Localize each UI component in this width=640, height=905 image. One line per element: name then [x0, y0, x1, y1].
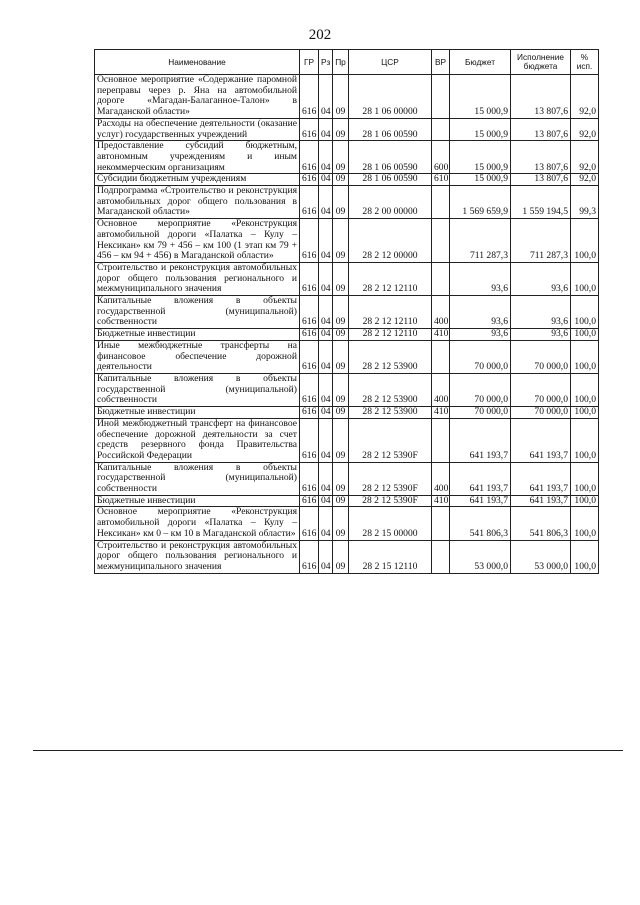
row-gr: 616	[300, 262, 319, 295]
row-rz: 04	[319, 495, 333, 507]
row-budget: 15 000,9	[450, 75, 511, 119]
row-pr: 09	[333, 407, 349, 419]
row-gr: 616	[300, 407, 319, 419]
row-percent: 92,0	[571, 174, 599, 186]
row-csr: 28 2 12 00000	[349, 219, 432, 263]
row-vr: 410	[432, 329, 450, 341]
row-pr: 09	[333, 296, 349, 329]
row-vr: 400	[432, 462, 450, 495]
row-gr: 616	[300, 329, 319, 341]
row-percent: 100,0	[571, 296, 599, 329]
row-csr: 28 2 12 12110	[349, 296, 432, 329]
row-percent: 100,0	[571, 407, 599, 419]
table-row	[95, 507, 599, 540]
row-gr: 616	[300, 186, 319, 219]
row-rz: 04	[319, 118, 333, 140]
row-gr: 616	[300, 373, 319, 406]
row-rz: 04	[319, 141, 333, 174]
row-name: Предоставление субсидий бюджетным, автономным учреждениям и иным некоммерческим организациям	[95, 141, 300, 174]
row-budget: 70 000,0	[450, 373, 511, 406]
row-csr: 28 2 12 5390F	[349, 418, 432, 462]
row-vr	[432, 507, 450, 540]
row-budget: 93,6	[450, 262, 511, 295]
row-name: Подпрограмма «Строительство и реконструкция автомобильных дорог общего пользования в Магаданской области»	[95, 186, 300, 219]
row-vr: 610	[432, 174, 450, 186]
header-execution: Исполнение бюджета	[511, 50, 571, 75]
row-gr: 616	[300, 296, 319, 329]
row-vr: 410	[432, 495, 450, 507]
row-percent: 92,0	[571, 118, 599, 140]
header-csr: ЦСР	[349, 50, 432, 75]
header-rz: Рз	[319, 50, 333, 75]
row-percent: 92,0	[571, 141, 599, 174]
table-row	[95, 186, 599, 219]
row-pr: 09	[333, 540, 349, 573]
row-percent: 100,0	[571, 219, 599, 263]
row-rz: 04	[319, 507, 333, 540]
row-execution: 93,6	[511, 296, 571, 329]
row-rz: 04	[319, 340, 333, 373]
row-gr: 616	[300, 495, 319, 507]
row-rz: 04	[319, 407, 333, 419]
row-csr: 28 2 12 5390F	[349, 462, 432, 495]
row-vr	[432, 118, 450, 140]
row-percent: 92,0	[571, 75, 599, 119]
row-name: Расходы на обеспечение деятельности (оказание услуг) государственных учреждений	[95, 118, 300, 140]
row-csr: 28 2 15 12110	[349, 540, 432, 573]
row-execution: 641 193,7	[511, 495, 571, 507]
row-name: Основное мероприятие «Содержание паромной переправы через р. Яна на автомобильной дороге «Магадан-Балаганное-Талон» в Магаданской области»	[95, 75, 300, 119]
row-csr: 28 2 12 5390F	[349, 495, 432, 507]
row-csr: 28 1 06 00590	[349, 174, 432, 186]
header-percent: % исп.	[571, 50, 599, 75]
row-name: Основное мероприятие «Реконструкция автомобильной дороги «Палатка – Кулу – Нексикан» км 0 – км 10 в Магаданской области»	[95, 507, 300, 540]
row-vr: 400	[432, 373, 450, 406]
header-vr: ВР	[432, 50, 450, 75]
row-name: Строительство и реконструкция автомобильных дорог общего пользования регионального и межмуниципального значения	[95, 540, 300, 573]
row-pr: 09	[333, 373, 349, 406]
row-vr	[432, 340, 450, 373]
row-gr: 616	[300, 462, 319, 495]
row-percent: 100,0	[571, 262, 599, 295]
row-name: Субсидии бюджетным учреждениям	[95, 174, 300, 186]
row-pr: 09	[333, 141, 349, 174]
row-pr: 09	[333, 340, 349, 373]
row-csr: 28 2 12 53900	[349, 407, 432, 419]
row-pr: 09	[333, 262, 349, 295]
row-rz: 04	[319, 329, 333, 341]
row-execution: 13 807,6	[511, 174, 571, 186]
row-vr: 410	[432, 407, 450, 419]
row-budget: 93,6	[450, 329, 511, 341]
row-csr: 28 2 12 12110	[349, 329, 432, 341]
row-name: Строительство и реконструкция автомобильных дорог общего пользования регионального и межмуниципального значения	[95, 262, 300, 295]
header-budget: Бюджет	[450, 50, 511, 75]
table-header-row	[95, 50, 599, 75]
row-vr	[432, 219, 450, 263]
row-gr: 616	[300, 418, 319, 462]
row-gr: 616	[300, 219, 319, 263]
page-number: 202	[308, 27, 332, 43]
row-csr: 28 2 12 53900	[349, 340, 432, 373]
row-name: Капитальные вложения в объекты государственной (муниципальной) собственности	[95, 462, 300, 495]
row-name: Капитальные вложения в объекты государственной (муниципальной) собственности	[95, 373, 300, 406]
row-gr: 616	[300, 507, 319, 540]
row-name: Бюджетные инвестиции	[95, 495, 300, 507]
row-budget: 93,6	[450, 296, 511, 329]
row-execution: 93,6	[511, 329, 571, 341]
row-name: Иные межбюджетные трансферты на финансовое обеспечение дорожной деятельности	[95, 340, 300, 373]
row-name: Бюджетные инвестиции	[95, 329, 300, 341]
row-percent: 100,0	[571, 340, 599, 373]
header-pr: Пр	[333, 50, 349, 75]
row-execution: 1 559 194,5	[511, 186, 571, 219]
table-row	[95, 262, 599, 295]
row-csr: 28 1 06 00000	[349, 75, 432, 119]
row-rz: 04	[319, 418, 333, 462]
row-percent: 100,0	[571, 495, 599, 507]
header-name: Наименование	[95, 50, 300, 75]
table-body	[95, 75, 599, 574]
table-row	[95, 296, 599, 329]
row-pr: 09	[333, 462, 349, 495]
row-rz: 04	[319, 75, 333, 119]
table-row	[95, 340, 599, 373]
row-execution: 711 287,3	[511, 219, 571, 263]
row-name: Бюджетные инвестиции	[95, 407, 300, 419]
row-gr: 616	[300, 118, 319, 140]
row-execution: 641 193,7	[511, 462, 571, 495]
row-percent: 100,0	[571, 507, 599, 540]
row-budget: 70 000,0	[450, 340, 511, 373]
row-csr: 28 2 12 53900	[349, 373, 432, 406]
table-row	[95, 75, 599, 119]
row-budget: 15 000,9	[450, 174, 511, 186]
table-row	[95, 141, 599, 174]
row-percent: 100,0	[571, 462, 599, 495]
row-percent: 99,3	[571, 186, 599, 219]
row-pr: 09	[333, 75, 349, 119]
row-vr	[432, 75, 450, 119]
row-rz: 04	[319, 296, 333, 329]
row-budget: 641 193,7	[450, 495, 511, 507]
row-pr: 09	[333, 507, 349, 540]
row-pr: 09	[333, 174, 349, 186]
row-csr: 28 2 00 00000	[349, 186, 432, 219]
row-execution: 13 807,6	[511, 75, 571, 119]
row-pr: 09	[333, 186, 349, 219]
row-budget: 15 000,9	[450, 141, 511, 174]
row-budget: 1 569 659,9	[450, 186, 511, 219]
table-row	[95, 495, 599, 507]
row-percent: 100,0	[571, 540, 599, 573]
row-budget: 70 000,0	[450, 407, 511, 419]
row-execution: 13 807,6	[511, 141, 571, 174]
row-rz: 04	[319, 462, 333, 495]
row-rz: 04	[319, 262, 333, 295]
table-row	[95, 174, 599, 186]
row-pr: 09	[333, 219, 349, 263]
table-row	[95, 418, 599, 462]
table-row	[95, 407, 599, 419]
row-execution: 53 000,0	[511, 540, 571, 573]
row-name: Иной межбюджетный трансферт на финансовое обеспечение дорожной деятельности за счет средств резервного фонда Правительства Российской Федерации	[95, 418, 300, 462]
row-vr	[432, 262, 450, 295]
row-csr: 28 1 06 00590	[349, 118, 432, 140]
row-name: Капитальные вложения в объекты государственной (муниципальной) собственности	[95, 296, 300, 329]
row-execution: 641 193,7	[511, 418, 571, 462]
row-csr: 28 2 12 12110	[349, 262, 432, 295]
row-execution: 70 000,0	[511, 340, 571, 373]
row-execution: 70 000,0	[511, 407, 571, 419]
row-budget: 641 193,7	[450, 462, 511, 495]
table-row	[95, 373, 599, 406]
row-rz: 04	[319, 186, 333, 219]
table-row	[95, 540, 599, 573]
row-budget: 641 193,7	[450, 418, 511, 462]
row-pr: 09	[333, 418, 349, 462]
row-rz: 04	[319, 174, 333, 186]
row-gr: 616	[300, 340, 319, 373]
row-percent: 100,0	[571, 329, 599, 341]
row-execution: 13 807,6	[511, 118, 571, 140]
row-gr: 616	[300, 141, 319, 174]
table-row	[95, 462, 599, 495]
budget-table	[94, 49, 599, 574]
row-pr: 09	[333, 495, 349, 507]
header-gr: ГР	[300, 50, 319, 75]
row-rz: 04	[319, 373, 333, 406]
row-pr: 09	[333, 329, 349, 341]
row-rz: 04	[319, 219, 333, 263]
row-csr: 28 2 15 00000	[349, 507, 432, 540]
footer-divider	[33, 750, 623, 751]
row-execution: 93,6	[511, 262, 571, 295]
row-budget: 711 287,3	[450, 219, 511, 263]
row-pr: 09	[333, 118, 349, 140]
table-row	[95, 219, 599, 263]
row-vr: 600	[432, 141, 450, 174]
row-vr: 400	[432, 296, 450, 329]
row-csr: 28 1 06 00590	[349, 141, 432, 174]
row-vr	[432, 186, 450, 219]
row-rz: 04	[319, 540, 333, 573]
row-vr	[432, 540, 450, 573]
row-gr: 616	[300, 174, 319, 186]
row-gr: 616	[300, 75, 319, 119]
row-budget: 541 806,3	[450, 507, 511, 540]
row-gr: 616	[300, 540, 319, 573]
row-budget: 53 000,0	[450, 540, 511, 573]
table-row	[95, 329, 599, 341]
row-execution: 70 000,0	[511, 373, 571, 406]
row-percent: 100,0	[571, 418, 599, 462]
row-name: Основное мероприятие «Реконструкция автомобильной дороги «Палатка – Кулу – Нексикан» км 79 + 456 – км 100 (1 этап км 79 + 456 – км 94 + 456) в Магаданской области»	[95, 219, 300, 263]
row-budget: 15 000,9	[450, 118, 511, 140]
row-execution: 541 806,3	[511, 507, 571, 540]
row-vr	[432, 418, 450, 462]
table-row	[95, 118, 599, 140]
row-percent: 100,0	[571, 373, 599, 406]
